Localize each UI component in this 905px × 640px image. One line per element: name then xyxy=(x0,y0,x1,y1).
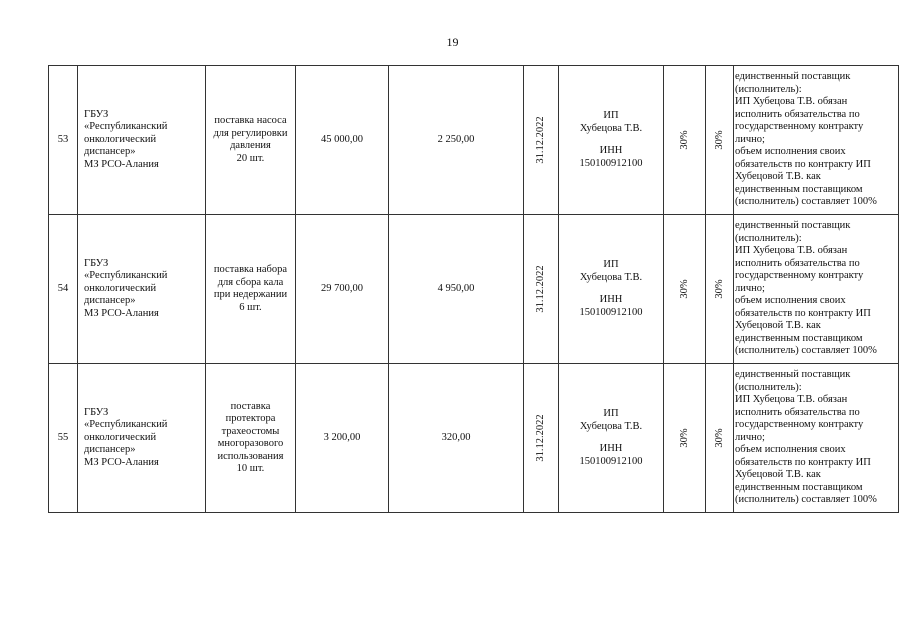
percent-1: 30% xyxy=(678,279,690,299)
note-line: объем исполнения своих xyxy=(735,146,846,158)
table-row xyxy=(49,215,899,364)
note-line: единственным поставщиком xyxy=(735,481,863,493)
contract-sum: 3 200,00 xyxy=(296,364,389,513)
org-line: диспансер» xyxy=(84,146,136,158)
item-description xyxy=(206,364,296,513)
contract-date-cell xyxy=(524,364,559,513)
item-line: протектора xyxy=(225,413,276,424)
item-line: поставка xyxy=(230,400,271,412)
org-line: МЗ РСО-Алания xyxy=(84,158,159,170)
row-number: 54 xyxy=(49,215,78,364)
note-line: (исполнитель): xyxy=(735,232,802,244)
item-description xyxy=(206,215,296,364)
page-number: 19 xyxy=(446,35,459,49)
note-line: единственным поставщиком xyxy=(735,332,863,344)
supplier-inn: 150100912100 xyxy=(579,306,643,318)
org-line: «Республиканский xyxy=(84,270,168,282)
supplier xyxy=(559,364,664,513)
row-number: 55 xyxy=(49,364,78,513)
item-line: для регулировки xyxy=(213,127,288,139)
note-line: (исполнитель) составляет 100% xyxy=(735,494,877,506)
supplier-note xyxy=(734,215,899,364)
supplier-inn: 150100912100 xyxy=(579,455,643,467)
note-line: лично; xyxy=(735,133,765,145)
contract-date: 31.12.2022 xyxy=(534,265,546,313)
contract-date-cell xyxy=(524,215,559,364)
item-line: использования xyxy=(217,450,284,462)
contracts-table xyxy=(48,65,899,513)
note-line: объем исполнения своих xyxy=(735,444,846,456)
percent-cell-1 xyxy=(664,66,706,215)
note-line: Хубецовой Т.В. как xyxy=(735,469,821,481)
table-row xyxy=(49,364,899,513)
org-line: диспансер» xyxy=(84,444,136,456)
org-line: ГБУЗ xyxy=(84,257,109,269)
item-line: поставка насоса xyxy=(214,115,287,126)
percent-cell-2 xyxy=(706,215,734,364)
note-line: обязательств по контракту ИП xyxy=(735,456,871,468)
supplier-note xyxy=(734,66,899,215)
org-line: онкологический xyxy=(84,133,157,145)
org-line: МЗ РСО-Алания xyxy=(84,456,159,468)
org-line: МЗ РСО-Алания xyxy=(84,307,159,319)
item-line: при недержании xyxy=(213,289,288,300)
note-line: (исполнитель) составляет 100% xyxy=(735,196,877,208)
note-line: Хубецовой Т.В. как xyxy=(735,320,821,332)
note-line: (исполнитель): xyxy=(735,83,802,95)
org-line: онкологический xyxy=(84,431,157,443)
item-description xyxy=(206,66,296,215)
percent-cell-1 xyxy=(664,364,706,513)
percent-2: 30% xyxy=(713,130,725,150)
customer-organization xyxy=(78,215,206,364)
percent-1: 30% xyxy=(678,130,690,150)
note-line: исполнить обязательства по xyxy=(735,257,860,269)
supplier-name: Хубецова Т.В. xyxy=(579,420,643,432)
supplier xyxy=(559,66,664,215)
percent-cell-2 xyxy=(706,364,734,513)
note-line: исполнить обязательства по xyxy=(735,108,860,120)
supplier-type: ИП xyxy=(603,408,619,419)
percent-2: 30% xyxy=(713,428,725,448)
org-line: ГБУЗ xyxy=(84,406,109,418)
contract-sum: 29 700,00 xyxy=(296,215,389,364)
note-line: единственным поставщиком xyxy=(735,183,863,195)
note-line: Хубецовой Т.В. как xyxy=(735,171,821,183)
table-row xyxy=(49,66,899,215)
note-line: единственный поставщик xyxy=(735,369,851,381)
note-line: ИП Хубецова Т.В. обязан xyxy=(735,394,848,406)
contract-date-cell xyxy=(524,66,559,215)
supplier-type: ИП xyxy=(603,110,619,121)
advance-sum: 2 250,00 xyxy=(389,66,524,215)
percent-1: 30% xyxy=(678,428,690,448)
item-line: давления xyxy=(230,140,271,151)
note-line: единственный поставщик xyxy=(735,220,851,232)
item-line: 20 шт. xyxy=(236,152,265,164)
item-line: для сбора кала xyxy=(217,276,284,288)
org-line: «Республиканский xyxy=(84,419,168,431)
percent-cell-1 xyxy=(664,215,706,364)
org-line: диспансер» xyxy=(84,295,136,307)
note-line: исполнить обязательства по xyxy=(735,406,860,418)
note-line: государственному контракту xyxy=(735,121,864,133)
supplier-name: Хубецова Т.В. xyxy=(579,271,643,283)
note-line: (исполнитель): xyxy=(735,381,802,393)
customer-organization xyxy=(78,66,206,215)
supplier-type: ИП xyxy=(603,259,619,270)
note-line: государственному контракту xyxy=(735,419,864,431)
percent-2: 30% xyxy=(713,279,725,299)
supplier-note xyxy=(734,364,899,513)
advance-sum: 4 950,00 xyxy=(389,215,524,364)
item-line: 10 шт. xyxy=(236,463,265,474)
contract-date: 31.12.2022 xyxy=(534,116,546,164)
org-line: ГБУЗ xyxy=(84,108,109,120)
note-line: лично; xyxy=(735,282,765,294)
percent-cell-2 xyxy=(706,66,734,215)
note-line: (исполнитель) составляет 100% xyxy=(735,345,877,357)
supplier-inn-label: ИНН xyxy=(599,294,623,305)
note-line: ИП Хубецова Т.В. обязан xyxy=(735,245,848,257)
supplier-inn-label: ИНН xyxy=(599,443,623,454)
customer-organization xyxy=(78,364,206,513)
org-line: «Республиканский xyxy=(84,121,168,133)
note-line: обязательств по контракту ИП xyxy=(735,307,871,319)
note-line: обязательств по контракту ИП xyxy=(735,158,871,170)
supplier-inn-label: ИНН xyxy=(599,145,623,156)
supplier-inn: 150100912100 xyxy=(579,157,643,169)
note-line: ИП Хубецова Т.В. обязан xyxy=(735,96,848,108)
advance-sum: 320,00 xyxy=(389,364,524,513)
contract-date: 31.12.2022 xyxy=(534,414,546,462)
item-line: поставка набора xyxy=(213,264,288,275)
item-line: трахеостомы xyxy=(221,425,280,437)
item-line: 6 шт. xyxy=(239,301,262,313)
supplier xyxy=(559,215,664,364)
note-line: государственному контракту xyxy=(735,270,864,282)
contract-sum: 45 000,00 xyxy=(296,66,389,215)
supplier-name: Хубецова Т.В. xyxy=(579,122,643,134)
note-line: лично; xyxy=(735,431,765,443)
note-line: единственный поставщик xyxy=(735,71,851,83)
org-line: онкологический xyxy=(84,282,157,294)
row-number: 53 xyxy=(49,66,78,215)
note-line: объем исполнения своих xyxy=(735,295,846,307)
item-line: многоразового xyxy=(217,438,284,449)
